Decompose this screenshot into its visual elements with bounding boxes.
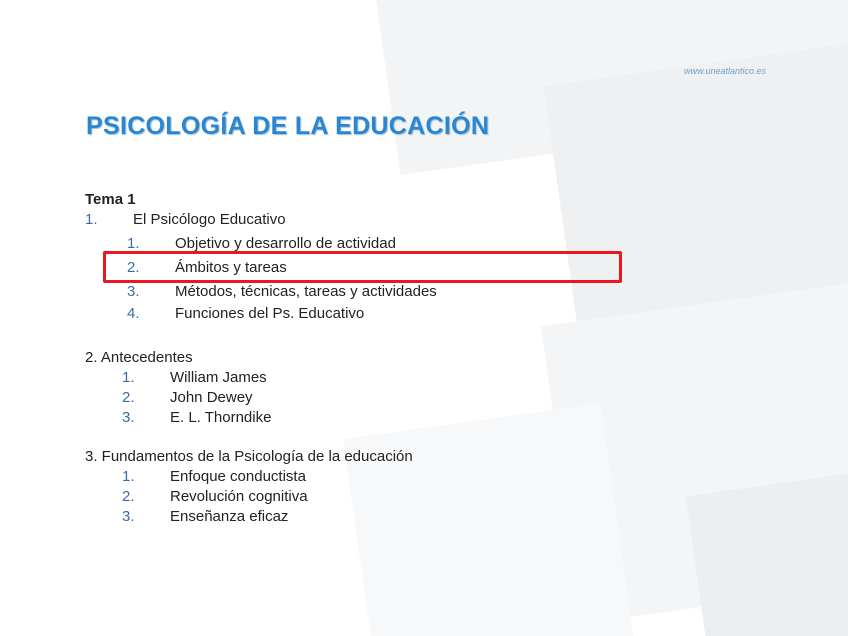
list-item: Revolución cognitiva xyxy=(170,488,308,505)
section2-title: 2. Antecedentes xyxy=(85,349,193,366)
list-item-highlighted: Ámbitos y tareas xyxy=(175,259,287,276)
list-item: John Dewey xyxy=(170,389,253,406)
slide-title: PSICOLOGÍA DE LA EDUCACIÓN xyxy=(86,112,490,140)
background-tile xyxy=(343,403,637,636)
list-item: Métodos, técnicas, tareas y actividades xyxy=(175,283,437,300)
list-item: William James xyxy=(170,369,267,386)
list-item-number: 4. xyxy=(127,305,140,322)
list-item: Funciones del Ps. Educativo xyxy=(175,305,365,322)
tema-heading: Tema 1 xyxy=(85,191,136,208)
website-url[interactable]: www.uneatlantico.es xyxy=(684,66,767,76)
list-item-number: 2. xyxy=(127,259,140,276)
list-item: Enfoque conductista xyxy=(170,468,306,485)
list-item: Enseñanza eficaz xyxy=(170,508,289,525)
list-item-number: 3. xyxy=(122,409,135,426)
list-item-number: 3. xyxy=(127,283,140,300)
list-item-number: 1. xyxy=(122,468,135,485)
section3-title: 3. Fundamentos de la Psicología de la educación xyxy=(85,448,413,465)
section1-number: 1. xyxy=(85,211,98,228)
list-item-number: 1. xyxy=(122,369,135,386)
section1-title: El Psicólogo Educativo xyxy=(133,211,286,228)
list-item: Objetivo y desarrollo de actividad xyxy=(175,235,396,252)
list-item-number: 3. xyxy=(122,508,135,525)
list-item-number: 2. xyxy=(122,488,135,505)
list-item-number: 1. xyxy=(127,235,140,252)
highlight-box xyxy=(103,251,622,283)
list-item-number: 2. xyxy=(122,389,135,406)
list-item: E. L. Thorndike xyxy=(170,409,272,426)
